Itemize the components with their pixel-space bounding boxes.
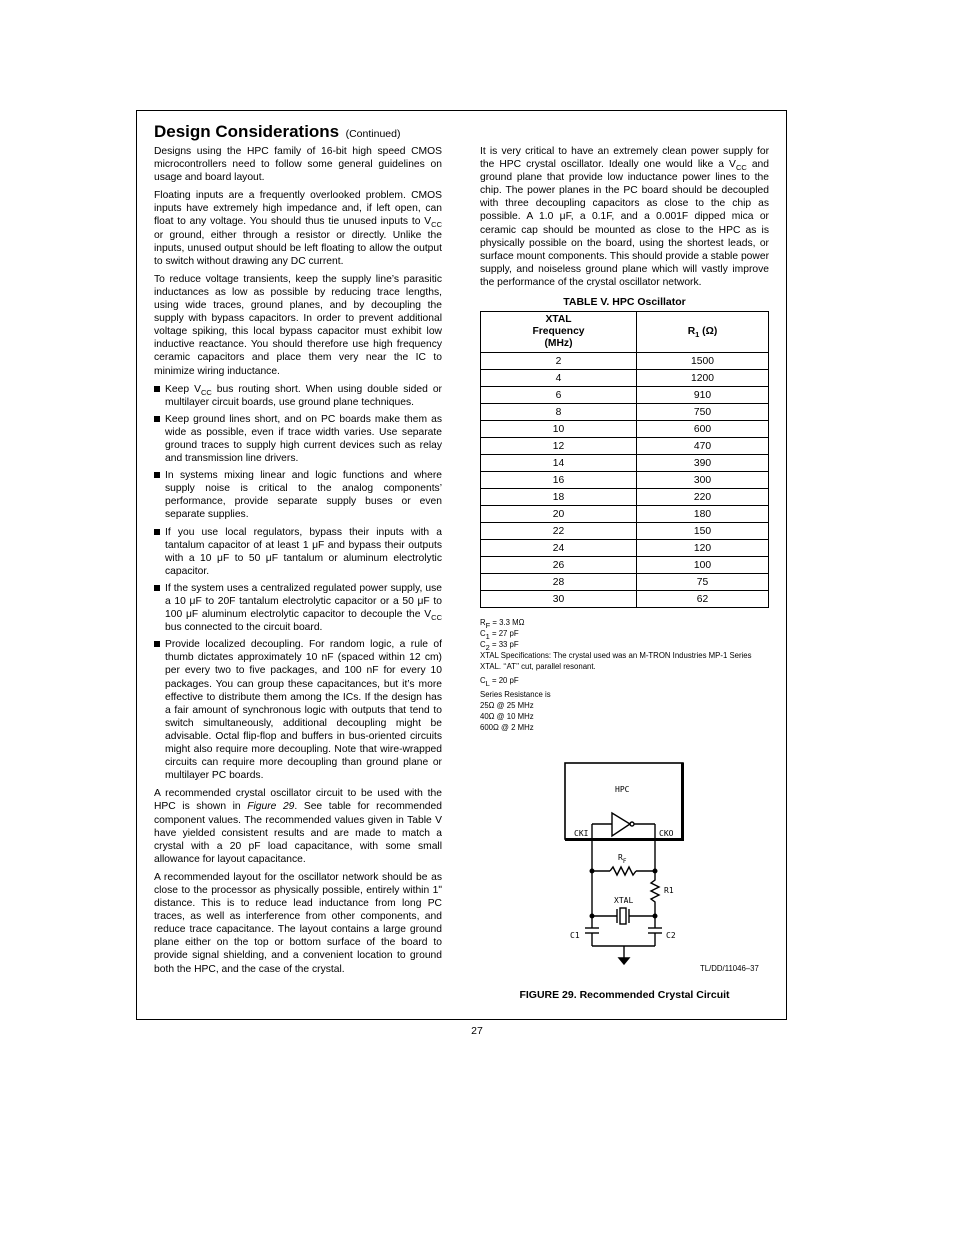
r1-cell: 750 xyxy=(637,404,769,421)
table-notes xyxy=(480,617,769,733)
table-row xyxy=(481,557,769,574)
table-row xyxy=(481,387,769,404)
bullet-square-icon xyxy=(154,472,160,478)
frequency-cell: 20 xyxy=(481,506,637,523)
table-row xyxy=(481,574,769,591)
paragraph-intro: Designs using the HPC family of 16-bit high speed CMOS microcontrollers need to follow some general guidelines on usage and board layout. xyxy=(154,146,442,184)
r1-cell: 150 xyxy=(637,523,769,540)
r1-cell: 220 xyxy=(637,489,769,506)
bullet-square-icon xyxy=(154,386,160,392)
r1-cell: 75 xyxy=(637,574,769,591)
list-item: If the system uses a centralized regulated power supply, use a 10 μF to 20F tantalum electrolytic capacitor or a 50 μF to 100 μF aluminum electrolytic capacitor to decouple the $V_{CC}$ bus connected to the circuit board. xyxy=(154,582,442,634)
r1-cell: 600 xyxy=(637,421,769,438)
r1-cell: 62 xyxy=(637,591,769,608)
continued-label: (Continued) xyxy=(345,128,401,140)
bullet-square-icon xyxy=(154,416,160,422)
table-row xyxy=(481,455,769,472)
figure-caption: FIGURE 29. Recommended Crystal Circuit xyxy=(519,989,730,1001)
paragraph-power-supply: It is very critical to have an extremely clean power supply for the HPC crystal oscillator. Ideally one would like a $V_{CC}$ and ground plane that provide low inductance power lines to the chip. The power planes in the PC board should be decoupled with three decoupling capacitors as close to the chip as possible. A 1.0 μF, a 0.1F, and a 0.001F dipped mica or ceramic cap should be mounted as close to the HPC as is physically possible on the board, using the shortest leads, or surface mount components. This should provide a stable power supply, and noiseless ground plane which will vastly improve the performance of the crystal oscillator network. xyxy=(480,146,769,288)
list-item: If you use local regulators, bypass their inputs with a tantalum capacitor of at least 1 μF and bypass their outputs with a 10 μF to 50 μF tantalum or aluminum electrolytic capacitor. xyxy=(154,526,442,578)
r1-cell: 120 xyxy=(637,540,769,557)
oscillator-table xyxy=(480,311,769,608)
r1-cell: 470 xyxy=(637,438,769,455)
note-series-10mhz: 40Ω @ 10 MHz xyxy=(480,712,534,721)
table-row xyxy=(481,591,769,608)
bullet-square-icon xyxy=(154,641,160,647)
cki-label: CKI xyxy=(574,829,589,838)
frequency-cell: 6 xyxy=(481,387,637,404)
r1-cell: 1500 xyxy=(637,353,769,370)
c2-label: C2 xyxy=(666,931,676,940)
note-xtal-spec: XTAL Specifications: The crystal used was an M-TRON Industries MP-1 Series XTAL. ‘‘AT’’ cut, parallel resonant. xyxy=(480,651,752,671)
frequency-cell: 4 xyxy=(481,370,637,387)
r1-resistor-icon xyxy=(651,873,659,916)
list-item: Keep ground lines short, and on PC boards make them as wide as possible, even if trace width varies. Use separate ground traces to supply high current devices such as relay and transmission line drivers. xyxy=(154,413,442,465)
ground-icon xyxy=(619,958,629,964)
note-cl: CL = 20 pF xyxy=(480,676,519,688)
table-row xyxy=(481,438,769,455)
crystal-circuit-diagram xyxy=(560,758,690,973)
inverter-icon xyxy=(612,813,630,836)
table-caption: TABLE V. HPC Oscillator xyxy=(563,296,686,308)
section-heading xyxy=(154,122,400,142)
note-rf: RF = 3.3 MΩ xyxy=(480,618,525,630)
rf-label: $R_F$ xyxy=(618,853,627,865)
left-column xyxy=(154,145,442,981)
r1-cell: 390 xyxy=(637,455,769,472)
r1-label: R1 xyxy=(664,886,674,895)
table-row xyxy=(481,540,769,557)
r1-cell: 100 xyxy=(637,557,769,574)
note-series-25mhz: 25Ω @ 25 MHz xyxy=(480,701,534,710)
frequency-cell: 16 xyxy=(481,472,637,489)
frequency-cell: 8 xyxy=(481,404,637,421)
right-column xyxy=(480,145,769,294)
frequency-cell: 14 xyxy=(481,455,637,472)
frequency-cell: 26 xyxy=(481,557,637,574)
bullet-square-icon xyxy=(154,585,160,591)
table-row xyxy=(481,370,769,387)
xtal-label: XTAL xyxy=(614,896,634,905)
table-row xyxy=(481,404,769,421)
r1-header: $R_1$ (Ω) xyxy=(637,312,769,353)
page-number: 27 xyxy=(471,1025,483,1037)
table-row xyxy=(481,506,769,523)
table-row xyxy=(481,353,769,370)
figure-code: TL/DD/11046–37 xyxy=(700,964,759,973)
note-series-2mhz: 600Ω @ 2 MHz xyxy=(480,723,534,732)
frequency-cell: 22 xyxy=(481,523,637,540)
r1-cell: 180 xyxy=(637,506,769,523)
table-row xyxy=(481,489,769,506)
paragraph-layout: A recommended layout for the oscillator network should be as close to the processor as physically possible, entirely within 1ʺ distance. This is to reduce lead inductance from long PC traces, as well as interference from other components, and reduce trace capacitance. The layout contains a large ground plane either on the top or bottom surface of the board to provide signal shielding, and a convenient location to ground both the HPC, and the case of the crystal. xyxy=(154,871,442,975)
paragraph-voltage-transients: To reduce voltage transients, keep the supply line’s parasitic inductances as low as possible by reducing trace lengths, using wide traces, ground planes, and by decoupling the supply with bypass capacitors. In order to prevent additional voltage spiking, this local bypass capacitor must exhibit low inductive reactance. You should therefore use high frequency ceramic capacitors and place them very near the IC to minimize wiring inductance. xyxy=(154,273,442,377)
guideline-list xyxy=(154,383,442,783)
frequency-cell: 12 xyxy=(481,438,637,455)
table-row xyxy=(481,523,769,540)
cko-label: CKO xyxy=(659,829,674,838)
rf-resistor-icon xyxy=(610,867,636,875)
section-title: Design Considerations xyxy=(154,122,340,141)
crystal-icon xyxy=(620,908,626,924)
hpc-label: HPC xyxy=(615,785,630,794)
r1-cell: 910 xyxy=(637,387,769,404)
table-row xyxy=(481,472,769,489)
note-c1: C1 = 27 pF xyxy=(480,629,519,641)
table-row xyxy=(481,421,769,438)
note-c2: C2 = 33 pF xyxy=(480,640,519,652)
c1-label: C1 xyxy=(570,931,580,940)
bullet-square-icon xyxy=(154,529,160,535)
note-series-resistance: Series Resistance is xyxy=(480,690,551,699)
r1-cell: 1200 xyxy=(637,370,769,387)
frequency-cell: 28 xyxy=(481,574,637,591)
xtal-frequency-header: XTAL Frequency (MHz) xyxy=(481,312,637,353)
frequency-cell: 18 xyxy=(481,489,637,506)
list-item: Keep $V_{CC}$ bus routing short. When using double sided or multilayer circuit boards, use ground plane techniques. xyxy=(154,383,442,409)
frequency-cell: 24 xyxy=(481,540,637,557)
frequency-cell: 10 xyxy=(481,421,637,438)
r1-cell: 300 xyxy=(637,472,769,489)
table-header-row xyxy=(481,312,769,353)
list-item: Provide localized decoupling. For random logic, a rule of thumb dictates approximately 10 nF (spaced within 12 cm) per every two to five packages, and 100 nF for every 10 packages. You can group these capacitances, but it’s more effective to distribute them among the ICs. If the design has a fair amount of synchronous logic with outputs that tend to switch simultaneously, additional decoupling might be advisable. Octal flip-flop and buffers in bus-oriented circuits might also require more decoupling. Note that wire-wrapped circuits can require more decoupling than ground plane or multilayer PC boards. xyxy=(154,638,442,782)
figure-reference: Figure 29 xyxy=(247,801,295,813)
list-item: In systems mixing linear and logic functions and where supply noise is critical to the analog components’ performance, provide separate supply buses or even separate supplies. xyxy=(154,469,442,521)
paragraph-floating-inputs: Floating inputs are a frequently overlooked problem. CMOS inputs have extremely high impedance and, if left open, can float to any voltage. You should thus tie unused inputs to $V_{CC}$ or ground, either through a resistor or directly. Unlike the inputs, unused output should be left floating to allow the output to switch without drawing any DC current. xyxy=(154,190,442,267)
frequency-cell: 2 xyxy=(481,353,637,370)
frequency-cell: 30 xyxy=(481,591,637,608)
paragraph-crystal-circuit: A recommended crystal oscillator circuit to be used with the HPC is shown in Figure 29. See table for recommended component values. The recommended values given in Table V have yielded consistent results and are made to match a crystal with a 20 pF load capacitance, with some small allowance for layout capacitance. xyxy=(154,788,442,865)
